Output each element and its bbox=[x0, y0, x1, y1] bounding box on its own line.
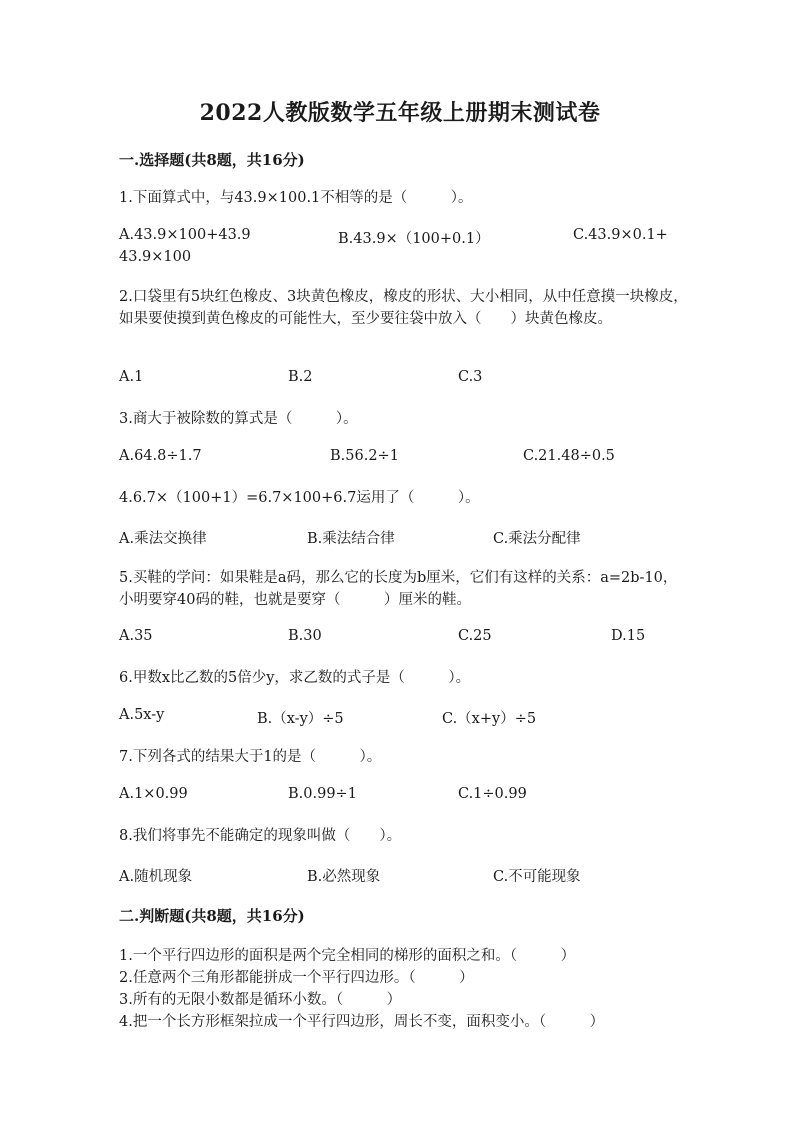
option-2a: A.1 bbox=[119, 369, 144, 385]
tf-question-2: 2.任意两个三角形都能拼成一个平行四边形。（ ） bbox=[119, 970, 474, 986]
tf-question-3: 3.所有的无限小数都是循环小数。（ ） bbox=[119, 992, 402, 1008]
option-5a: A.35 bbox=[119, 628, 153, 644]
question-2: 2.口袋里有5块红色橡皮、3块黄色橡皮，橡皮的形状、大小相同，从中任意摸一块橡皮，如果要使摸到黄色橡皮的可能性大，至少要往袋中放入（ ）块黄色橡皮。 bbox=[119, 289, 688, 327]
option-1b: B.43.9×（100+0.1） bbox=[338, 231, 490, 247]
option-1a: A.43.9×100+43.9 bbox=[119, 227, 251, 243]
option-6b: B.（x-y）÷5 bbox=[257, 711, 344, 727]
option-5d: D.15 bbox=[611, 628, 646, 644]
option-6a: A.5x-y bbox=[119, 707, 165, 723]
option-3b: B.56.2÷1 bbox=[330, 448, 399, 464]
question-5: 5.买鞋的学问：如果鞋是a码，那么它的长度为b厘米，它们有这样的关系：a=2b-10，小明要穿40码的鞋，也就是要穿（ ）厘米的鞋。 bbox=[119, 570, 678, 608]
option-7c: C.1÷0.99 bbox=[458, 786, 527, 802]
option-3a: A.64.8÷1.7 bbox=[119, 448, 202, 464]
option-5b: B.30 bbox=[288, 628, 322, 644]
question-3: 3.商大于被除数的算式是（ ）。 bbox=[119, 411, 358, 427]
page-title: 2022人教版数学五年级上册期末测试卷 bbox=[199, 100, 601, 126]
option-1c-continued: 43.9×100 bbox=[119, 249, 192, 265]
option-4a: A.乘法交换律 bbox=[119, 531, 207, 547]
option-3c: C.21.48÷0.5 bbox=[523, 448, 615, 464]
question-4: 4.6.7×（100+1）=6.7×100+6.7运用了（ ）。 bbox=[119, 490, 480, 506]
option-4c: C.乘法分配律 bbox=[493, 531, 581, 547]
question-8: 8.我们将事先不能确定的现象叫做（ ）。 bbox=[119, 828, 402, 844]
section-heading-true-false: 二.判断题(共8题，共16分) bbox=[119, 907, 305, 925]
option-1c: C.43.9×0.1+ bbox=[573, 227, 668, 243]
option-8c: C.不可能现象 bbox=[493, 869, 581, 885]
question-7: 7.下列各式的结果大于1的是（ ）。 bbox=[119, 749, 382, 765]
option-8b: B.必然现象 bbox=[307, 869, 381, 885]
option-4b: B.乘法结合律 bbox=[307, 531, 395, 547]
option-6c: C.（x+y）÷5 bbox=[442, 711, 537, 727]
option-7b: B.0.99÷1 bbox=[288, 786, 357, 802]
option-2c: C.3 bbox=[458, 369, 483, 385]
question-1: 1.下面算式中，与43.9×100.1不相等的是（ ）。 bbox=[119, 190, 473, 206]
option-5c: C.25 bbox=[458, 628, 492, 644]
question-6: 6.甲数x比乙数的5倍少y，求乙数的式子是（ ）。 bbox=[119, 670, 471, 686]
option-2b: B.2 bbox=[288, 369, 313, 385]
section-heading-multiple-choice: 一.选择题(共8题，共16分) bbox=[119, 151, 305, 169]
tf-question-4: 4.把一个长方形框架拉成一个平行四边形，周长不变，面积变小。（ ） bbox=[119, 1014, 605, 1030]
tf-question-1: 1.一个平行四边形的面积是两个完全相同的梯形的面积之和。（ ） bbox=[119, 948, 576, 964]
option-8a: A.随机现象 bbox=[119, 869, 193, 885]
option-7a: A.1×0.99 bbox=[119, 786, 188, 802]
